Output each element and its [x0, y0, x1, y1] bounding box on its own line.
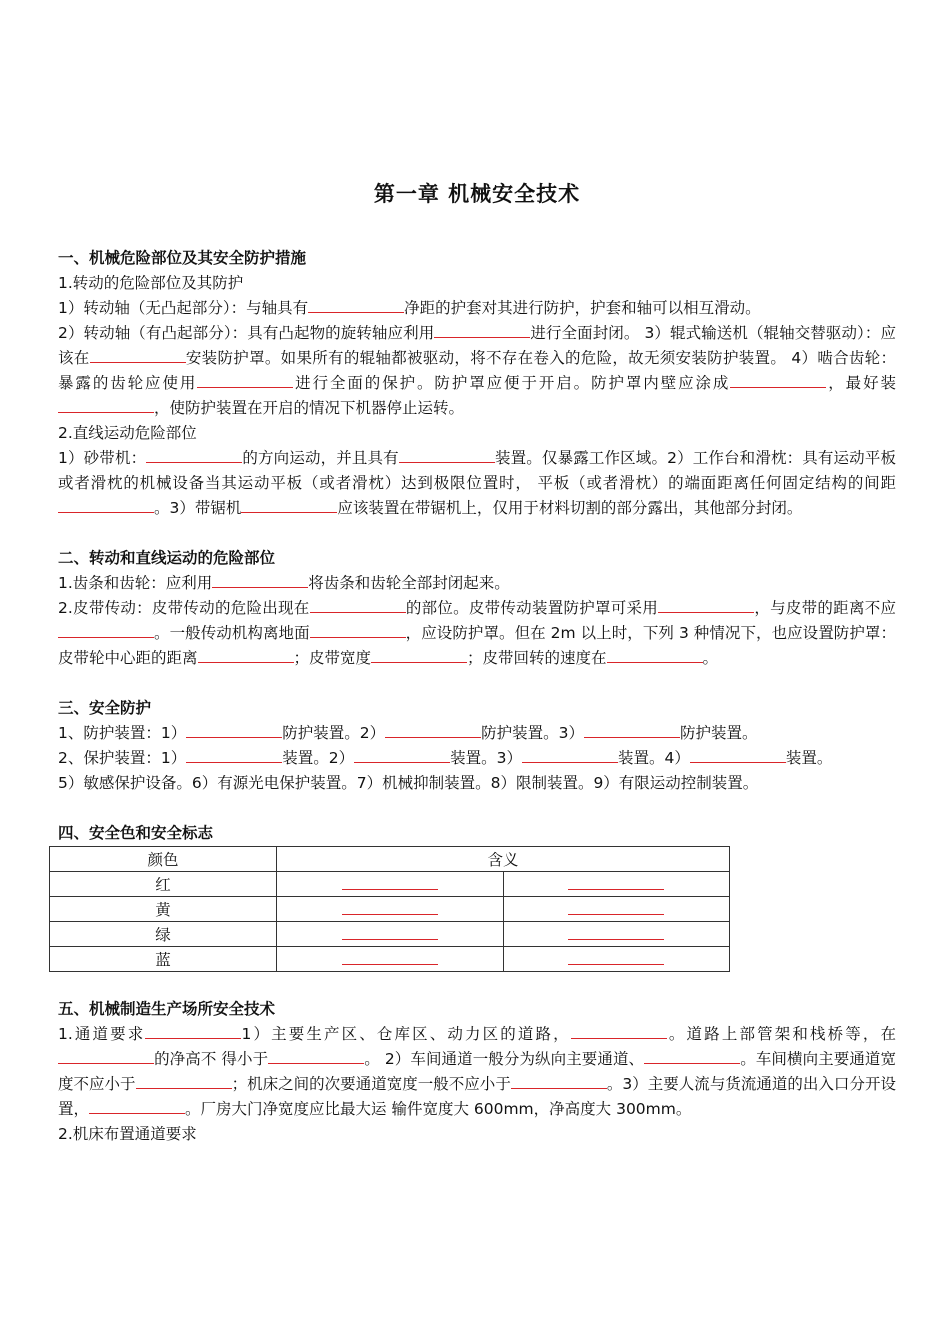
fill-blank: [145, 1023, 241, 1039]
fill-blank: [522, 747, 618, 763]
text: 2.皮带传动：皮带传动的危险出现在: [58, 599, 310, 617]
section-1-sub-1: 1.转动的危险部位及其防护: [58, 274, 244, 292]
text: 1）砂带机：: [58, 449, 147, 467]
text: 净距的护套对其进行防护，护套和轴可以相互滑动。: [404, 299, 761, 317]
fill-blank: [186, 747, 282, 763]
fill-blank: [342, 950, 438, 965]
fill-blank: [371, 647, 467, 663]
text: 将齿条和齿轮全部封闭起来。: [308, 574, 510, 592]
color-cell: 黄: [50, 897, 277, 922]
text: ；皮带宽度: [293, 649, 372, 667]
text: ，最好装: [826, 374, 896, 392]
header-meaning: 含义: [277, 847, 730, 872]
meaning-cell: [503, 922, 730, 947]
fill-blank: [571, 1023, 667, 1039]
color-cell: 蓝: [50, 947, 277, 972]
fill-blank: [58, 622, 154, 638]
text: 1.齿条和齿轮：应利用: [58, 574, 213, 592]
text: 1、防护装置：1）: [58, 724, 187, 742]
section-3-heading: 三、安全防护: [58, 699, 152, 717]
fill-blank: [644, 1048, 740, 1064]
text: 安装防护罩。如果所有的辊轴都被驱动，将不存在卷入的危险，故无须安装防护装置。 4）啮合齿轮：暴露的齿轮应使用: [58, 349, 896, 392]
text: ；机床之间的次要通道宽度一般不应小于: [231, 1075, 511, 1093]
table-row: [50, 947, 730, 972]
text: 1.通道要求: [58, 1025, 146, 1043]
text: 防护装置。2）: [282, 724, 386, 742]
fill-blank: [197, 372, 293, 388]
meaning-cell: [277, 922, 504, 947]
section-1-heading: 一、机械危险部位及其安全防护措施: [58, 249, 307, 267]
fill-blank: [568, 900, 664, 915]
text: 1）转动轴（无凸起部分）：与轴具有: [58, 299, 309, 317]
fill-blank: [146, 447, 242, 463]
text: 装置。仅暴露工作区域。2）工作台和滑枕：具有运动平板或者滑枕的机械设备当其运动平板（或者滑枕）达到极限位置时， 平板（或者滑枕）的端面距离任何固定结构的间距: [58, 449, 896, 492]
fill-blank: [268, 1048, 364, 1064]
section-5-para-1: [58, 1022, 896, 1122]
section-1-para-2: [58, 321, 896, 421]
text: 。道路上部管架和栈桥等，在: [666, 1025, 896, 1043]
fill-blank: [434, 322, 530, 338]
fill-blank: [730, 372, 826, 388]
table-row: [50, 897, 730, 922]
fill-blank: [511, 1073, 607, 1089]
table-header-row: [50, 847, 730, 872]
section-1-sub-2: 2.直线运动危险部位: [58, 424, 197, 442]
text: 2）转动轴（有凸起部分）：具有凸起物的旋转轴应利用: [58, 324, 435, 342]
fill-blank: [308, 297, 404, 313]
fill-blank: [385, 722, 481, 738]
fill-blank: [136, 1073, 232, 1089]
fill-blank: [607, 647, 703, 663]
text: 的部位。皮带传动装置防护罩可采用: [405, 599, 659, 617]
document-page: [58, 178, 896, 1147]
fill-blank: [58, 397, 154, 413]
fill-blank: [342, 900, 438, 915]
text: 的净高不 得小于: [154, 1050, 269, 1068]
section-2-para-2: [58, 596, 896, 671]
text: 装置。4）: [617, 749, 690, 767]
text: ，应设防护罩。但在 2m 以上时，下列 3 种情况下，也应设置防护罩：皮带轮中心距的距离: [58, 624, 896, 667]
header-color: 颜色: [50, 847, 277, 872]
fill-blank: [342, 875, 438, 890]
color-cell: 红: [50, 872, 277, 897]
fill-blank: [58, 1048, 154, 1064]
text: 防护装置。: [679, 724, 758, 742]
fill-blank: [568, 925, 664, 940]
section-2-para-1: [58, 571, 896, 596]
text: 进行全面的保护。防护罩应便于开启。防护罩内壁应涂成: [293, 374, 731, 392]
safety-color-table: [49, 846, 730, 972]
fill-blank: [186, 722, 282, 738]
section-5-sub-2: 2.机床布置通道要求: [58, 1125, 197, 1143]
meaning-cell: [503, 897, 730, 922]
text: 1）主要生产区、仓库区、动力区的道路，: [241, 1025, 571, 1043]
fill-blank: [241, 497, 337, 513]
section-3-para-1: [58, 721, 896, 746]
text: 。: [702, 649, 719, 667]
fill-blank: [399, 447, 495, 463]
fill-blank: [568, 950, 664, 965]
fill-blank: [58, 497, 154, 513]
text: 装置。: [785, 749, 833, 767]
fill-blank: [212, 572, 308, 588]
fill-blank: [89, 1098, 185, 1114]
section-1-para-1: [58, 296, 896, 321]
fill-blank: [90, 347, 186, 363]
section-3-para-3: 5）敏感保护设备。6）有源光电保护装置。7）机械抑制装置。8）限制装置。9）有限运动控制装置。: [58, 774, 759, 792]
fill-blank: [568, 875, 664, 890]
text: 进行全面封闭。 3）辊式输送机（辊轴交替驱动）：应该在: [58, 324, 896, 367]
text: 的方向运动，并且具有: [242, 449, 399, 467]
color-cell: 绿: [50, 922, 277, 947]
text: 。3）带锯机: [154, 499, 242, 517]
text: 装置。3）: [450, 749, 522, 767]
text: 防护装置。3）: [481, 724, 584, 742]
text: 装置。2）: [282, 749, 355, 767]
fill-blank: [658, 597, 754, 613]
fill-blank: [690, 747, 786, 763]
fill-blank: [354, 747, 450, 763]
fill-blank: [310, 597, 406, 613]
text: ，与皮带的距离不应: [754, 599, 896, 617]
meaning-cell: [277, 947, 504, 972]
text: ；皮带回转的速度在: [467, 649, 607, 667]
fill-blank: [342, 925, 438, 940]
text: 。3）主要人流与货流通道的出入口分开设置，: [58, 1075, 896, 1118]
page-title: 第一章 机械安全技术: [373, 182, 581, 206]
text: 。厂房大门净宽度应比最大运 输件宽度大 600mm，净高度大 300mm。: [185, 1100, 692, 1118]
fill-blank: [198, 647, 294, 663]
section-3-para-2: [58, 746, 896, 771]
table-row: [50, 872, 730, 897]
meaning-cell: [503, 947, 730, 972]
meaning-cell: [277, 872, 504, 897]
section-5-heading: 五、机械制造生产场所安全技术: [58, 1000, 276, 1018]
text: 。一般传动机构离地面: [154, 624, 310, 642]
fill-blank: [584, 722, 680, 738]
section-4-heading: 四、安全色和安全标志: [58, 824, 214, 842]
text: 2、保护装置：1）: [58, 749, 187, 767]
text: 。 2）车间通道一般分为纵向主要通道、: [364, 1050, 645, 1068]
text: 。车间横向主要通道宽度不应小于: [58, 1050, 896, 1093]
table-row: [50, 922, 730, 947]
section-1-para-3: [58, 446, 896, 521]
fill-blank: [310, 622, 406, 638]
text: ，使防护装置在开启的情况下机器停止运转。: [154, 399, 465, 417]
text: 应该装置在带锯机上，仅用于材料切割的部分露出，其他部分封闭。: [337, 499, 803, 517]
meaning-cell: [503, 872, 730, 897]
meaning-cell: [277, 897, 504, 922]
section-2-heading: 二、转动和直线运动的危险部位: [58, 549, 276, 567]
